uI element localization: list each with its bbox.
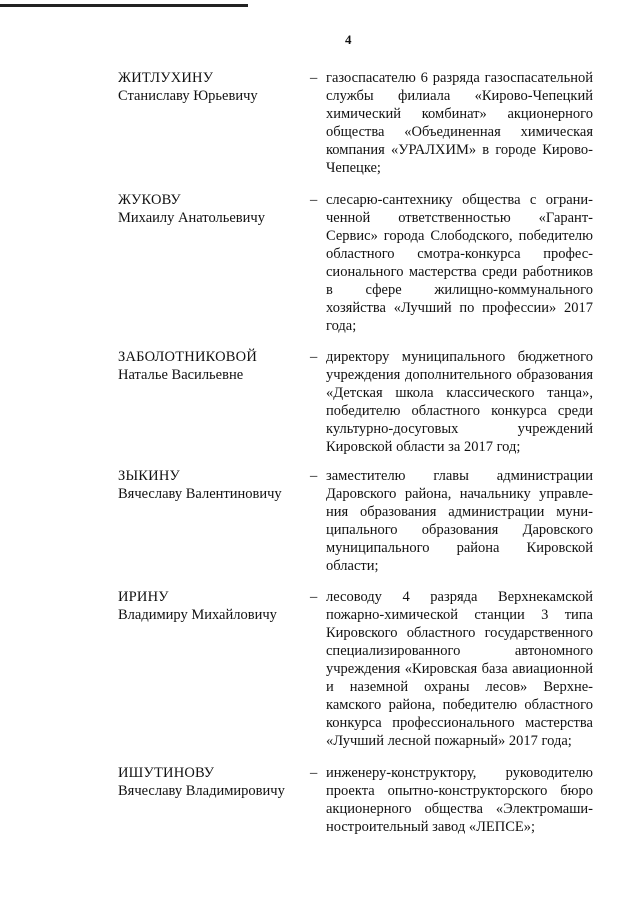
- recipient-name: [118, 764, 308, 800]
- recipient-description: заместителю главы администрации Даровского района, начальнику управления образования администрации муниципального образования Даровского муниципального района Кировской области;: [326, 468, 593, 574]
- recipient-name: [118, 69, 308, 105]
- recipient-description: инженеру-конструктору, руководителю проекта опытно-конструкторского бюро акционерного общества «Электромашиностроительный завод «ЛЕПСЕ»;: [326, 765, 593, 835]
- recipient-name: [118, 191, 308, 227]
- recipient-given-name: Станиславу Юрьевичу: [118, 88, 258, 104]
- dash: –: [310, 765, 318, 781]
- recipient-given-name: Владимиру Михайловичу: [118, 607, 277, 623]
- recipient-surname: ИРИНУ: [118, 589, 169, 605]
- recipient-given-name: Наталье Васильевне: [118, 367, 244, 383]
- dash: –: [310, 349, 318, 365]
- page-number: 4: [345, 32, 352, 47]
- recipient-name: [118, 588, 308, 624]
- dash: –: [310, 70, 318, 86]
- recipient-description: директору муниципального бюджетного учреждения дополнительного образования «Детская школа классического танца», победителю областного конкурса среди культурно-досуговых учреждений Кировской области за 2017 год;: [326, 349, 593, 455]
- recipient-surname: ИШУТИНОВУ: [118, 765, 215, 781]
- recipient-name: [118, 348, 308, 384]
- recipient-surname: ЖУКОВУ: [118, 192, 181, 208]
- dash: –: [310, 468, 318, 484]
- dash: –: [310, 589, 318, 605]
- top-rule: [0, 4, 248, 7]
- recipient-surname: ЗЫКИНУ: [118, 468, 180, 484]
- recipient-description: лесоводу 4 разряда Верхнекамской пожарно-химической станции 3 типа Кировского областного государственного специализированного автономного учреждения «Кировская база авиационной и наземной охраны лесов» Верхнекамского района, победителю областного конкурса профессионального мастерства «Лучший лесной пожарный» 2017 года;: [326, 589, 593, 749]
- recipient-given-name: Михаилу Анатольевичу: [118, 210, 265, 226]
- recipient-given-name: Вячеславу Валентиновичу: [118, 486, 282, 502]
- dash: –: [310, 192, 318, 208]
- recipient-surname: ЖИТЛУХИНУ: [118, 70, 214, 86]
- recipient-description: газоспасателю 6 разряда газоспасательной службы филиала «Кирово-Чепецкий химический комбинат» акционерного общества «Объединенная химическая компания «УРАЛХИМ» в городе Кирово-Чепецке;: [326, 70, 593, 176]
- recipient-name: [118, 467, 308, 503]
- recipient-description: слесарю-сантехнику общества с ограниченной ответственностью «Гарант-Сервис» города Слободского, победителю областного смотра-конкурса профессионального мастерства среди работников в сфере жилищно-коммунального хозяйства «Лучший по профессии» 2017 года;: [326, 192, 593, 334]
- recipient-surname: ЗАБОЛОТНИКОВОЙ: [118, 349, 258, 365]
- recipient-given-name: Вячеславу Владимировичу: [118, 783, 285, 799]
